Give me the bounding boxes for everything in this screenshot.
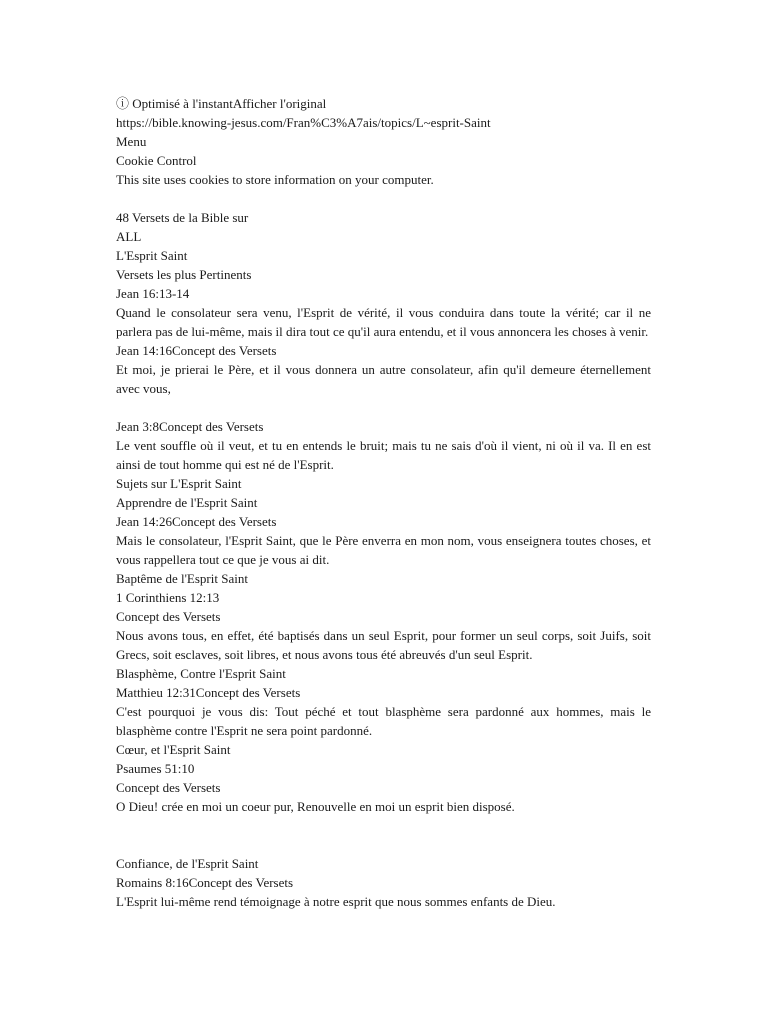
concept-link[interactable]: Concept des Versets <box>116 780 221 795</box>
concept-link[interactable]: Concept des Versets <box>171 514 277 529</box>
verse-text: Et moi, je prierai le Père, et il vous donnera un autre consolateur, afin qu'il demeure éternellement avec vous, <box>116 362 651 396</box>
verse-text: C'est pourquoi je vous dis: Tout péché et tout blasphème sera pardonné aux hommes, mais le blasphème contre l'Esprit ne sera point pardonné. <box>116 704 651 738</box>
menu-link[interactable]: Menu <box>116 134 147 149</box>
verse-text: L'Esprit lui-même rend témoignage à notre esprit que nous sommes enfants de Dieu. <box>116 894 556 909</box>
section-subheading: Versets les plus Pertinents <box>116 267 252 282</box>
verse-reference-link[interactable]: Psaumes 51:10 <box>116 761 195 776</box>
verse-header <box>116 873 651 892</box>
optimized-label: Optimisé à l'instant <box>132 96 233 111</box>
topic-link[interactable]: Baptême de l'Esprit Saint <box>116 571 248 586</box>
verse-text: Quand le consolateur sera venu, l'Esprit de vérité, il vous conduira dans toute la vérité; car il ne parlera pas de lui-même, mais il dira tout ce qu'il aura entendu, et il vous annoncera les choses à venir. <box>116 305 651 339</box>
verse-text: O Dieu! crée en moi un coeur pur, Renouvelle en moi un esprit bien disposé. <box>116 799 515 814</box>
verse-header <box>116 512 651 531</box>
cookie-control-title: Cookie Control <box>116 153 197 168</box>
verse-reference-link[interactable]: Jean 3:8 <box>116 419 159 434</box>
verse-header <box>116 341 651 360</box>
topic-link[interactable]: Cœur, et l'Esprit Saint <box>116 742 231 757</box>
verse-text: Le vent souffle où il veut, et tu en entends le bruit; mais tu ne sais d'où il vient, ni où il va. Il en est ainsi de tout homme qui est né de l'Esprit. <box>116 438 651 472</box>
concept-link[interactable]: Concept des Versets <box>188 875 294 890</box>
concept-link[interactable]: Concept des Versets <box>158 419 264 434</box>
verse-text: Nous avons tous, en effet, été baptisés dans un seul Esprit, pour former un seul corps, soit Juifs, soit Grecs, soit esclaves, soit libres, et nous avons tous été abreuvés d'un seul Esprit. <box>116 628 651 662</box>
filter-all-link[interactable]: ALL <box>116 229 142 244</box>
source-url-link[interactable]: https://bible.knowing-jesus.com/Fran%C3%A7ais/topics/L~esprit-Saint <box>116 115 491 130</box>
topic-link[interactable]: Apprendre de l'Esprit Saint <box>116 495 258 510</box>
info-icon: ⓘ <box>116 96 130 111</box>
topic-title: L'Esprit Saint <box>116 248 188 263</box>
verse-reference-link[interactable]: Romains 8:16 <box>116 875 189 890</box>
concept-link[interactable]: Concept des Versets <box>116 609 221 624</box>
verse-reference-link[interactable]: Jean 14:16 <box>116 343 172 358</box>
topic-link[interactable]: Confiance, de l'Esprit Saint <box>116 856 259 871</box>
page-content <box>116 94 651 911</box>
show-original-link[interactable]: Afficher l'original <box>232 96 327 111</box>
translation-notice <box>116 94 651 113</box>
verse-reference-link[interactable]: Jean 16:13-14 <box>116 286 190 301</box>
verse-header <box>116 683 651 702</box>
verse-reference-link[interactable]: Jean 14:26 <box>116 514 172 529</box>
cookie-notice-text: This site uses cookies to store information on your computer. <box>116 172 434 187</box>
concept-link[interactable]: Concept des Versets <box>195 685 301 700</box>
concept-link[interactable]: Concept des Versets <box>171 343 277 358</box>
topic-link[interactable]: Blasphème, Contre l'Esprit Saint <box>116 666 286 681</box>
page-heading: 48 Versets de la Bible sur <box>116 210 249 225</box>
verse-reference-link[interactable]: 1 Corinthiens 12:13 <box>116 590 220 605</box>
verse-header <box>116 417 651 436</box>
verse-reference-link[interactable]: Matthieu 12:31 <box>116 685 196 700</box>
verse-text: Mais le consolateur, l'Esprit Saint, que le Père enverra en mon nom, vous enseignera toutes choses, et vous rappellera tout ce que je vous ai dit. <box>116 533 651 567</box>
topic-link[interactable]: Sujets sur L'Esprit Saint <box>116 476 242 491</box>
